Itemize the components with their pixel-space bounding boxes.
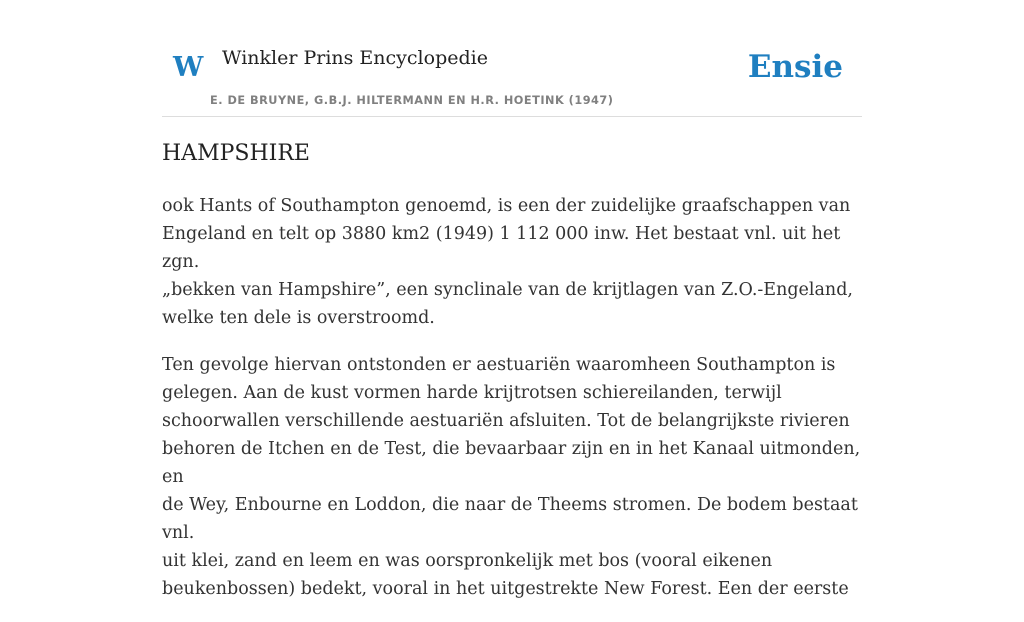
byline: E. DE BRUYNE, G.B.J. HILTERMANN EN H.R. HOETINK (1947) xyxy=(210,94,614,107)
site-header xyxy=(162,40,862,117)
ensie-logo[interactable]: Ensie xyxy=(747,49,843,85)
site-title[interactable]: Winkler Prins Encyclopedie xyxy=(222,47,488,69)
article-body xyxy=(162,192,862,622)
winkler-prins-logo-icon[interactable]: W xyxy=(173,52,204,83)
article-paragraph: Ten gevolge hiervan ontstonden er aestuariën waaromheen Southampton is gelegen. Aan de kust vormen harde krijtrotsen schiereilanden, terwijl schoorwallen verschillende aestuariën afsluiten. Tot de belangrijkste rivieren behoren de Itchen en de Test, die bevaarbaar zijn en in het Kanaal uitmonden, en de Wey, Enbourne en Loddon, die naar de Theems stromen. De bodem bestaat vnl. uit klei, zand en leem en was oorspronkelijk met bos (vooral eikenen beukenbossen) bedekt, vooral in het uitgestrekte New Forest. Een der eerste xyxy=(162,355,861,599)
article-paragraph: ook Hants of Southampton genoemd, is een der zuidelijke graafschappen van Engeland en telt op 3880 km2 (1949) 1 112 000 inw. Het bestaat vnl. uit het zgn. „bekken van Hampshire”, een synclinale van de krijtlagen van Z.O.-Engeland, welke ten dele is overstroomd. xyxy=(162,196,853,328)
article-title: HAMPSHIRE xyxy=(162,141,310,166)
